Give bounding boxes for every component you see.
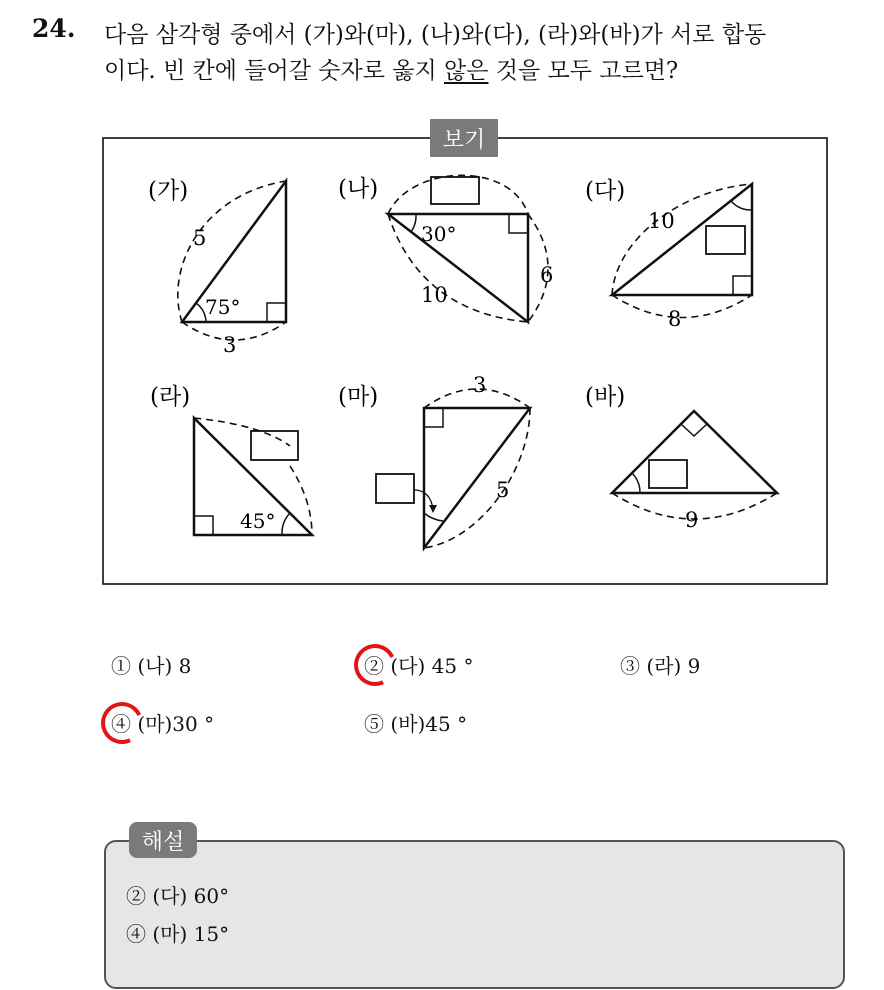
choice-5[interactable] [364,708,467,737]
choice-4-number: ④ [111,712,131,736]
triangle-ra-right-angle [194,516,213,535]
triangle-ra-blank-box [251,431,298,460]
triangle-ga-label: (가) [148,178,189,204]
triangle-na-side-b: 10 [421,283,448,307]
triangle-da-right-angle [733,276,752,295]
example-box-label: 보기 [430,119,498,157]
triangle-ga-right-angle [267,303,286,322]
choice-1-text: (나) 8 [137,654,192,678]
choice-2-text: (다) 45 ° [390,654,474,678]
triangle-ma-side-a: 3 [473,373,487,397]
answer-circle-mark-2 [348,638,402,692]
choice-5-text: (바)45 ° [390,712,468,736]
triangle-ra [150,384,312,535]
choice-1[interactable] [111,650,191,679]
choice-2-number: ② [364,654,384,678]
triangle-na-blank-box [431,177,479,204]
triangle-ga [148,178,286,357]
question-text-line2-post: 것을 모두 고르면? [488,58,679,84]
triangle-ma-side-b: 5 [496,478,510,502]
solution-box [104,840,845,989]
triangle-da-side-b: 8 [668,307,682,331]
triangle-ma-label: (마) [338,384,379,410]
triangle-da-label: (다) [585,178,626,204]
triangle-ra-label: (라) [150,384,191,410]
triangle-ra-angle: 45° [240,509,276,533]
triangle-ba [585,384,777,532]
triangle-ba-angle-arc [632,473,640,493]
triangle-na-angle: 30° [421,222,457,246]
triangle-da-angle-arc [731,201,752,210]
triangle-ga-angle: 75° [205,295,241,319]
choice-3-number: ③ [620,654,640,678]
answer-circle-mark-4 [95,696,149,750]
triangle-ba-blank-box [649,460,687,488]
triangle-ga-side-b: 3 [223,333,237,357]
triangle-ba-label: (바) [585,384,626,410]
triangle-ma-angle-arc [424,513,443,521]
solution-line-1: ② (다) 60° [126,884,230,908]
triangle-ba-right-angle [681,424,707,436]
choice-3-text: (라) 9 [646,654,701,678]
triangle-ma-right-angle [424,408,443,427]
triangle-ba-side-a: 9 [685,508,699,532]
question-underlined-word: 않은 [444,58,489,84]
question-number: 24. [32,14,76,43]
choice-1-number: ① [111,654,131,678]
triangle-ma-pointer-arrowhead [429,505,437,513]
choice-3[interactable] [620,650,700,679]
triangle-ga-side-a: 5 [193,226,207,250]
solution-line-2: ④ (마) 15° [126,922,230,946]
triangle-da [585,178,752,331]
triangle-na-angle-arc [411,214,416,232]
choice-5-number: ⑤ [364,712,384,736]
question-text-line1: 다음 삼각형 중에서 (가)와(마), (나)와(다), (라)와(바)가 서로 합동 [104,22,767,48]
triangle-da-side-a: 10 [648,209,675,233]
triangle-da-dashed-arc-bottom [612,295,752,318]
choice-4-text: (마)30 ° [137,712,215,736]
triangle-ma-blank-box [376,474,414,503]
triangle-ra-angle-arc [282,513,290,535]
triangle-na-right-angle [509,214,528,233]
triangle-na [338,175,553,322]
solution-label: 해설 [129,822,197,858]
question-text-line2-pre: 이다. 빈 칸에 들어갈 숫자로 옳지 [104,58,445,84]
triangle-da-blank-box [706,226,745,254]
triangle-ma-shape [424,408,530,548]
triangle-na-shape [388,214,528,322]
triangle-ma [338,373,530,548]
triangle-na-label: (나) [338,176,379,202]
triangle-na-side-a: 6 [540,263,554,287]
